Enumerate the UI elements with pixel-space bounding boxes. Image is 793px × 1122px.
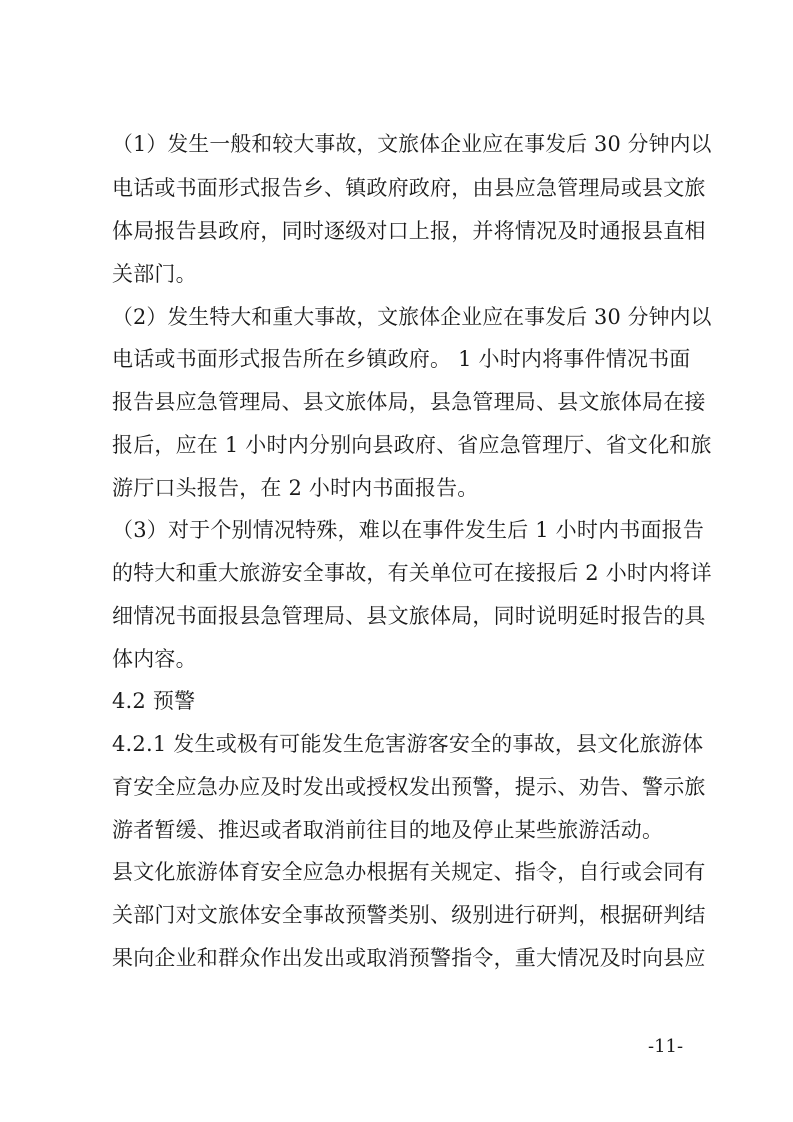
paragraph-line: 果向企业和群众作出发出或取消预警指令，重大情况及时向县应 bbox=[112, 946, 706, 970]
paragraph-line: 体局报告县政府，同时逐级对口上报，并将情况及时通报县直相 bbox=[112, 219, 706, 243]
paragraph-line: 育安全应急办应及时发出或授权发出预警，提示、劝告、警示旅 bbox=[112, 775, 706, 799]
paragraph-line: 细情况书面报县急管理局、县文旅体局，同时说明延时报告的具 bbox=[112, 604, 706, 628]
paragraph-line: 电话或书面形式报告乡、镇政府政府，由县应急管理局或县文旅 bbox=[112, 176, 706, 200]
paragraph-line: （1）发生一般和较大事故，文旅体企业应在事发后 30 分钟内以 bbox=[112, 132, 712, 156]
paragraph-line: 4.2.1 发生或极有可能发生危害游客安全的事故，县文化旅游体 bbox=[112, 732, 704, 756]
paragraph-line: 的特大和重大旅游安全事故，有关单位可在接报后 2 小时内将详 bbox=[112, 561, 712, 585]
paragraph-line: 报后，应在 1 小时内分别向县政府、省应急管理厅、省文化和旅 bbox=[112, 433, 712, 457]
paragraph-line: 游厅口头报告，在 2 小时内书面报告。 bbox=[112, 476, 479, 500]
page-number: -11- bbox=[648, 1036, 684, 1057]
paragraph-line: 电话或书面形式报告所在乡镇政府。 1 小时内将事件情况书面 bbox=[112, 347, 691, 371]
paragraph-line: （2）发生特大和重大事故，文旅体企业应在事发后 30 分钟内以 bbox=[112, 305, 712, 329]
section-heading: 4.2 预警 bbox=[112, 689, 196, 713]
paragraph-line: （3）对于个别情况特殊，难以在事件发生后 1 小时内书面报告 bbox=[112, 518, 705, 542]
paragraph-line: 关部门。 bbox=[112, 262, 197, 286]
paragraph-line: 县文化旅游体育安全应急办根据有关规定、指令，自行或会同有 bbox=[112, 860, 706, 884]
paragraph-line: 体内容。 bbox=[112, 647, 197, 671]
paragraph-line: 游者暂缓、推迟或者取消前往目的地及停止某些旅游活动。 bbox=[112, 818, 664, 842]
paragraph-line: 关部门对文旅体安全事故预警类别、级别进行研判，根据研判结 bbox=[112, 903, 706, 927]
paragraph-line: 报告县应急管理局、县文旅体局，县急管理局、县文旅体局在接 bbox=[112, 390, 706, 414]
